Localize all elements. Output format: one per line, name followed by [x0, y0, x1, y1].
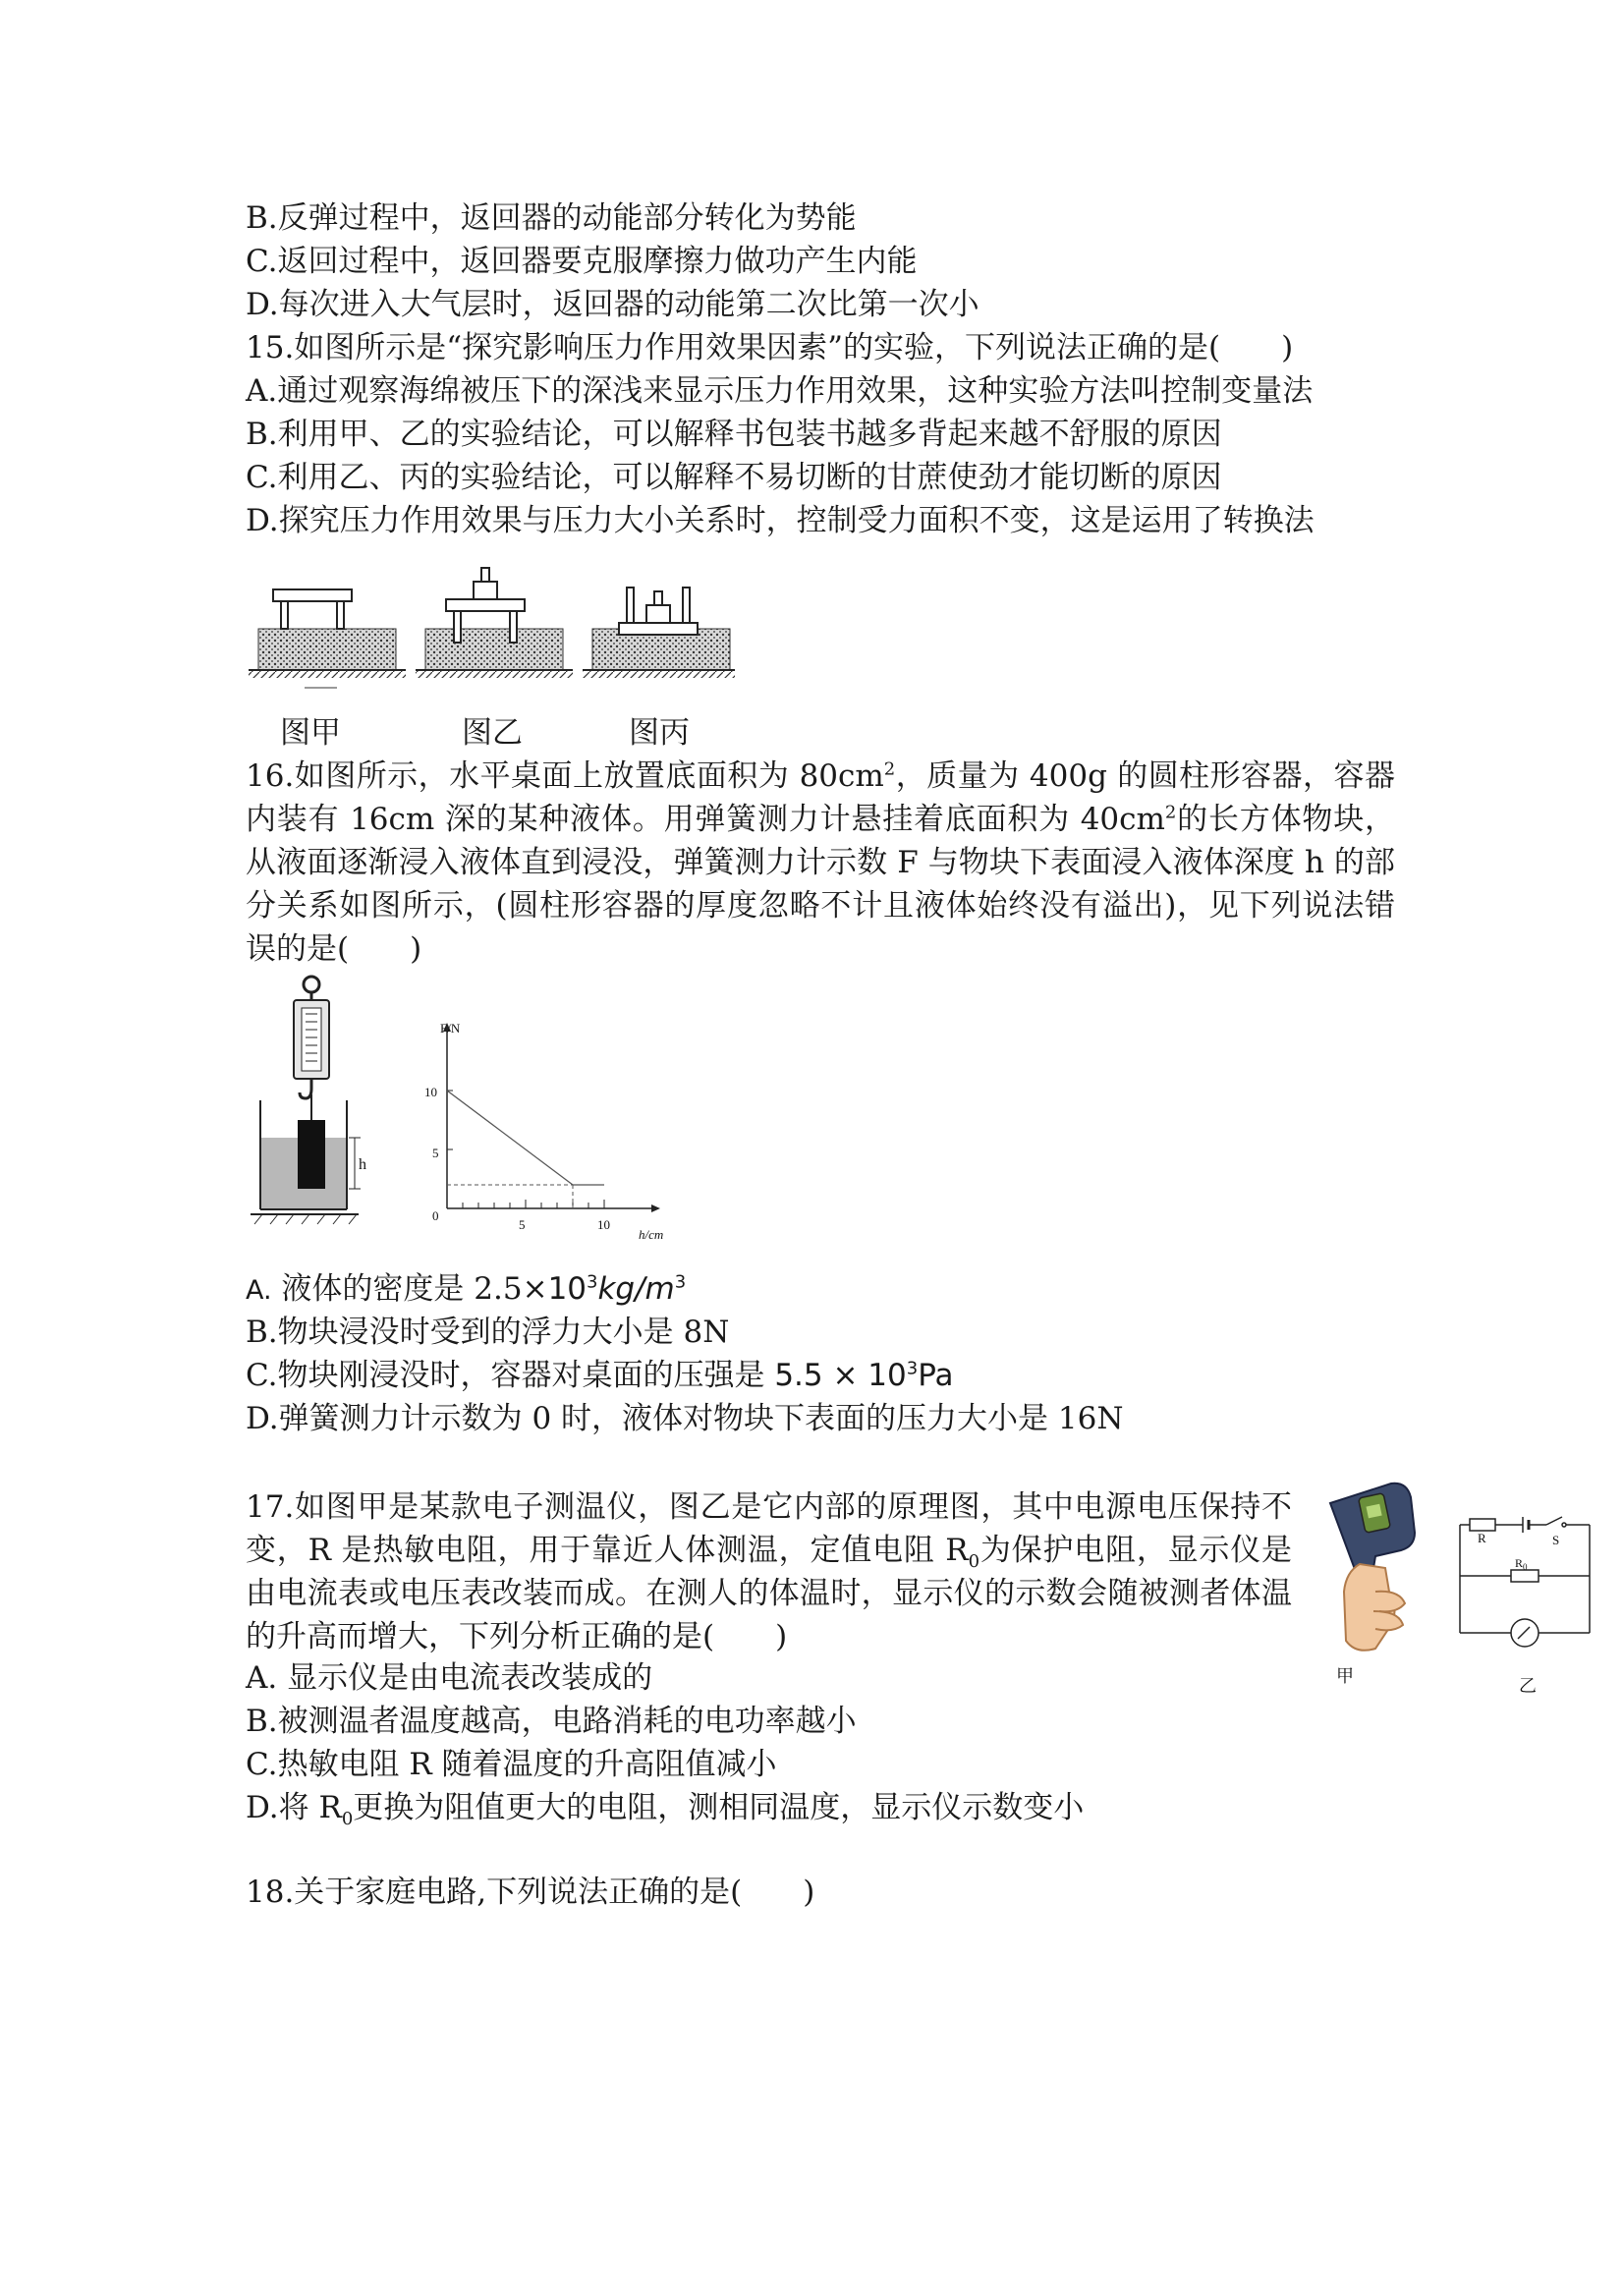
q15-option-b: B.利用甲、乙的实验结论，可以解释书包装书越多背起来越不舒服的原因 [246, 417, 1222, 452]
q17-option-a: A. 显示仪是由电流表改装成的 [246, 1660, 653, 1696]
q18-stem: 18.关于家庭电路,下列说法正确的是( ) [246, 1875, 815, 1910]
q14-option-b: B.反弹过程中，返回器的动能部分转化为势能 [246, 200, 857, 236]
q15-option-a: A.通过观察海绵被压下的深浅来显示压力作用效果，这种实验方法叫控制变量法 [246, 373, 1314, 409]
circuit-s-label: S [1552, 1533, 1560, 1547]
q14-option-c: C.返回过程中，返回器要克服摩擦力做功产生内能 [246, 244, 918, 279]
q17-caption-jia: 甲 [1336, 1666, 1354, 1686]
q15-caption-bing: 图丙 [629, 715, 690, 751]
q17-stem: 17.如图甲是某款电子测温仪，图乙是它内部的原理图，其中电源电压保持不变，R 是热敏电阻，用于靠近人体测温，定值电阻 $R_0$为保护电阻，显示仪是由电流表或电压表改装而成。在测人的体温时，显示仪的示数会随被测者体温的升高而增大，下列分析正确的是( ) [246, 1489, 1293, 1654]
graph-y5: 5 [432, 1146, 439, 1160]
graph-x5: 5 [519, 1217, 526, 1232]
q15-caption-jia: 图甲 [280, 715, 341, 751]
figure-bing [583, 588, 735, 678]
q15-option-c: C.利用乙、丙的实验结论，可以解释不易切断的甘蔗使劲才能切断的原因 [246, 460, 1222, 495]
q15-sponge-figure [244, 562, 735, 700]
q17-thermometer-figure [1316, 1474, 1425, 1700]
graph-x10: 10 [597, 1217, 610, 1232]
q17-option-d: D.将 $R_0$更换为阻值更大的电阻，测相同温度，显示仪示数变小 [246, 1790, 1085, 1830]
q17-caption-yi: 乙 [1519, 1676, 1537, 1696]
q17-option-b: B.被测温者温度越高，电路消耗的电功率越小 [246, 1704, 857, 1739]
q16-f-h-graph [413, 1017, 688, 1253]
q14-option-d: D.每次进入大气层时，返回器的动能第二次比第一次小 [246, 287, 979, 322]
q16-option-a: A. 液体的密度是 $2.5\times 10^3kg/m^3$ [246, 1271, 687, 1307]
figure-yi [416, 568, 573, 678]
q15-stem: 15.如图所示是“探究影响压力作用效果因素”的实验，下列说法正确的是( ) [246, 330, 1294, 365]
q15-caption-yi: 图乙 [462, 715, 523, 751]
q16-option-b: B.物块浸没时受到的浮力大小是 8N [246, 1315, 730, 1350]
graph-ylabel: F/N [440, 1021, 461, 1036]
h-label: h [359, 1156, 366, 1173]
q15-option-d: D.探究压力作用效果与压力大小关系时，控制受力面积不变，这是运用了转换法 [246, 503, 1315, 538]
q16-stem: 16.如图所示，水平桌面上放置底面积为 $80cm^2$，质量为 400g 的圆柱形容器，容器内装有 16cm 深的某种液体。用弹簧测力计悬挂着底面积为 $40cm^2$的长方体物块，从液面逐渐浸入液体直到浸没，弹簧测力计示数 F 与物块下表面浸入液体深度 h 的部分关系如图所示，(圆柱形容器的厚度忽略不计且液体始终没有溢出)，见下列说法错误的是( ) [246, 758, 1396, 967]
q16-option-d: D.弹簧测力计示数为 0 时，液体对物块下表面的压力大小是 16N [246, 1401, 1124, 1436]
q17-circuit-figure [1446, 1505, 1603, 1697]
graph-x0: 0 [432, 1208, 439, 1223]
q16-option-c: C.物块刚浸没时，容器对桌面的压强是 $5.5 \times 10^3Pa$ [246, 1358, 954, 1393]
q16-spring-scale-figure [251, 973, 378, 1233]
figure-jia [249, 589, 406, 688]
q17-option-c: C.热敏电阻 R 随着温度的升高阻值减小 [246, 1747, 777, 1782]
graph-y10: 10 [424, 1085, 437, 1099]
circuit-r-label: R [1478, 1531, 1486, 1545]
circuit-r0-label: $R_0$ [1515, 1556, 1528, 1572]
graph-xlabel: h/cm [639, 1227, 664, 1242]
